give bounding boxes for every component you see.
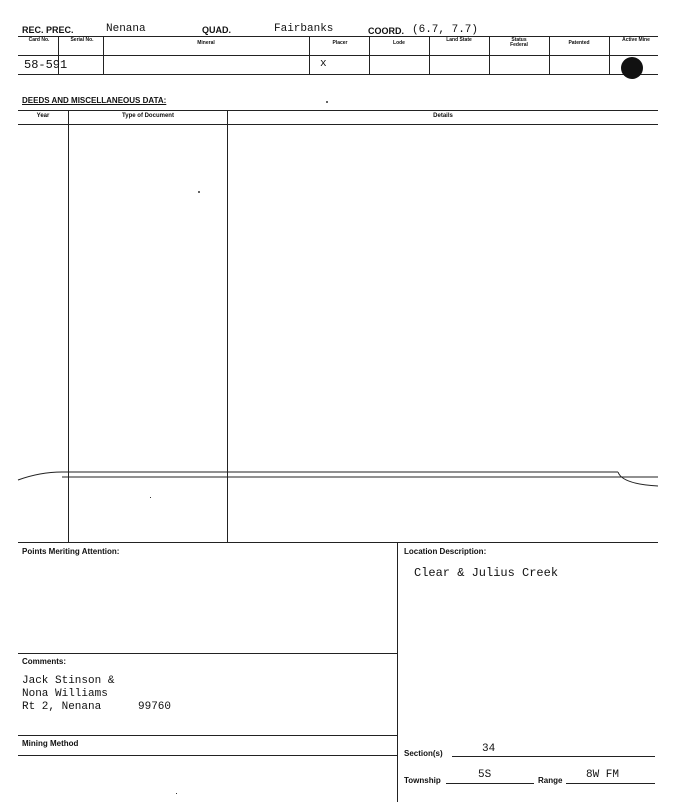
quad-label: QUAD. [202,25,231,35]
col-status-federal: Status Federal [510,37,528,48]
header-bottom-rule [18,74,658,75]
scan-speck [326,101,328,103]
col-card-no: Card No. [28,37,50,43]
mining-method-top-rule [18,735,397,736]
mining-method-bottom-rule [18,755,397,756]
col-placer: Placer [332,40,348,46]
coord-label: COORD. [368,26,404,36]
township-value: 5S [478,769,492,781]
comments-line-3: Rt 2, Nenana [22,701,102,713]
scan-speck [150,497,151,498]
sheet-join-line [0,462,678,490]
header-mid-rule [18,55,658,56]
deeds-header-rule [18,124,658,125]
comments-line-1: Jack Stinson & [22,675,115,687]
section-label: Section(s) [404,749,443,758]
col-lode: Lode [393,40,405,46]
rec-prec-label: REC. PREC. [22,25,74,35]
township-underline [446,783,534,784]
deeds-top-rule [18,110,658,111]
range-underline [566,783,655,784]
header-col-divider [309,36,310,74]
col-type-of-document: Type of Document [122,113,174,119]
range-value: 8W FM [586,769,620,781]
lower-center-divider [397,542,398,802]
section-underline [452,756,655,757]
header-col-divider [489,36,490,74]
deeds-title: DEEDS AND MISCELLANEOUS DATA: [22,96,167,105]
location-value: Clear & Julius Creek [414,566,559,580]
comments-top-rule [18,653,397,654]
rec-prec-value: Nenana [106,23,146,35]
col-land-state: Land State [446,37,472,43]
active-mine-dot-icon [621,57,643,79]
col-mineral: Mineral [197,40,215,46]
scan-speck [198,191,200,193]
col-year: Year [36,113,50,119]
comments-zip: 99760 [138,701,172,713]
col-patented: Patented [568,40,590,46]
scan-speck [176,793,177,794]
section-value: 34 [482,743,496,755]
quad-value: Fairbanks [274,23,334,35]
points-label: Points Meriting Attention: [22,547,120,556]
header-col-divider [609,36,610,74]
placer-mark: x [320,58,327,70]
range-label: Range [538,776,563,785]
location-label: Location Description: [404,547,487,556]
mining-method-label: Mining Method [22,739,79,748]
coord-value: (6.7, 7.7) [412,24,479,36]
comments-label: Comments: [22,657,67,666]
header-top-rule [18,36,658,37]
comments-line-2: Nona Williams [22,688,108,700]
header-col-divider [429,36,430,74]
col-serial-no: Serial No. [70,37,94,43]
township-label: Township [404,776,441,785]
col-details: Details [433,113,453,119]
lower-top-rule [18,542,658,543]
col-active-mine: Active Mine [622,37,650,43]
card-no-value: 58-591 [24,58,68,72]
